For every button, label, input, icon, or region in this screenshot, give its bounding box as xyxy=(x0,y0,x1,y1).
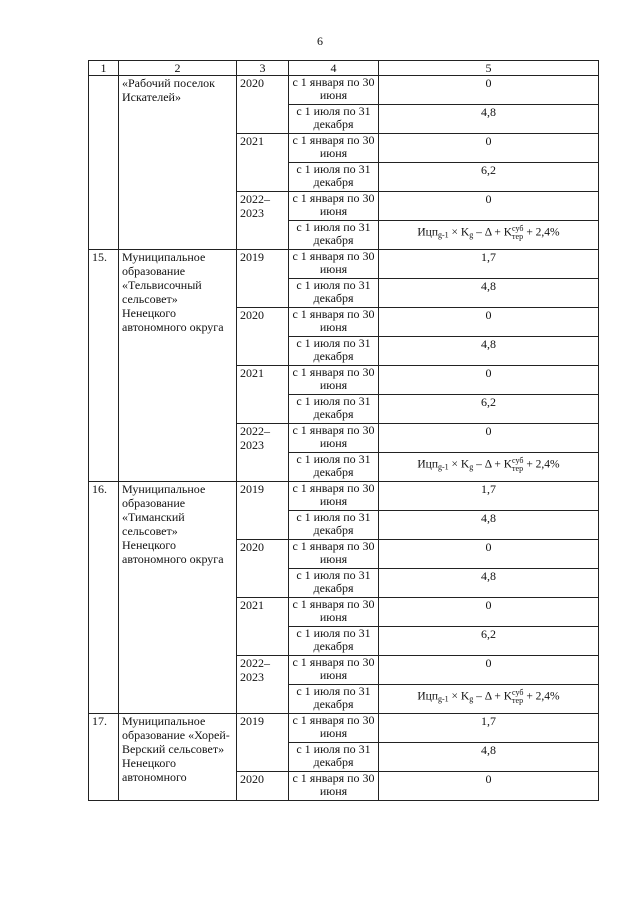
period-cell: с 1 января по 30 июня xyxy=(289,656,379,685)
formula-sup: суб xyxy=(512,224,524,233)
year-cell: 2019 xyxy=(237,482,289,540)
value-cell: 4,8 xyxy=(379,511,599,540)
header-cell: 5 xyxy=(379,61,599,76)
formula-sub: g-1 xyxy=(437,230,449,240)
formula-sup: суб xyxy=(512,456,524,465)
indexation-formula xyxy=(417,225,559,243)
value-cell: 4,8 xyxy=(379,105,599,134)
year-cell: 2022–2023 xyxy=(237,192,289,250)
header-row xyxy=(89,61,599,76)
year-cell: 2022–2023 xyxy=(237,424,289,482)
header-cell: 2 xyxy=(119,61,237,76)
value-cell: 0 xyxy=(379,772,599,801)
year-cell: 2021 xyxy=(237,366,289,424)
value-cell: 6,2 xyxy=(379,627,599,656)
period-cell: с 1 января по 30 июня xyxy=(289,134,379,163)
period-cell: с 1 января по 30 июня xyxy=(289,598,379,627)
value-cell: 0 xyxy=(379,308,599,337)
indexation-formula xyxy=(417,457,559,475)
value-cell: 1,7 xyxy=(379,714,599,743)
period-cell: с 1 января по 30 июня xyxy=(289,192,379,221)
period-cell: с 1 июля по 31 декабря xyxy=(289,453,379,482)
formula-mid: × K xyxy=(448,458,470,471)
year-cell: 2020 xyxy=(237,540,289,598)
value-cell: 0 xyxy=(379,366,599,395)
value-cell: 0 xyxy=(379,540,599,569)
table-row xyxy=(89,714,599,743)
period-cell: с 1 июля по 31 декабря xyxy=(289,685,379,714)
formula-sub: g xyxy=(469,230,474,240)
formula-sup: суб xyxy=(512,688,524,697)
value-cell: 0 xyxy=(379,76,599,105)
formula-cell xyxy=(379,453,599,482)
page-number: 6 xyxy=(317,34,323,48)
value-cell: 0 xyxy=(379,598,599,627)
value-cell: 6,2 xyxy=(379,163,599,192)
value-cell: 6,2 xyxy=(379,395,599,424)
formula-sub: тер xyxy=(512,696,524,705)
value-cell: 0 xyxy=(379,192,599,221)
formula-mid: × K xyxy=(448,226,470,239)
period-cell: с 1 июля по 31 декабря xyxy=(289,337,379,366)
period-cell: с 1 июля по 31 декабря xyxy=(289,163,379,192)
value-cell: 0 xyxy=(379,656,599,685)
value-cell: 4,8 xyxy=(379,337,599,366)
header-cell: 4 xyxy=(289,61,379,76)
formula-end: + 2,4% xyxy=(523,226,560,239)
municipality-name: Муниципальное образование «Тельвисочный сельсовет» Ненецкого автономного округа xyxy=(119,250,237,482)
year-cell: 2019 xyxy=(237,714,289,772)
formula-mid: – Δ + K xyxy=(473,226,513,239)
year-cell: 2019 xyxy=(237,250,289,308)
municipality-name: «Рабочий поселок Искателей» xyxy=(119,76,237,250)
period-cell: с 1 июля по 31 декабря xyxy=(289,569,379,598)
value-cell: 0 xyxy=(379,424,599,453)
formula-index-stack xyxy=(512,225,523,241)
period-cell: с 1 января по 30 июня xyxy=(289,250,379,279)
period-cell: с 1 июля по 31 декабря xyxy=(289,279,379,308)
year-cell: 2021 xyxy=(237,134,289,192)
municipality-name: Муниципальное образование «Тиманский сельсовет» Ненецкого автономного округа xyxy=(119,482,237,714)
formula-sub: g-1 xyxy=(437,694,449,704)
formula-index-stack xyxy=(512,689,523,705)
formula-end: + 2,4% xyxy=(523,690,560,703)
value-cell: 0 xyxy=(379,134,599,163)
year-cell: 2021 xyxy=(237,598,289,656)
formula-main: Ицп xyxy=(417,690,438,703)
period-cell: с 1 июля по 31 декабря xyxy=(289,395,379,424)
row-number: 17. xyxy=(89,714,119,801)
table-row xyxy=(89,482,599,511)
formula-end: + 2,4% xyxy=(523,458,560,471)
period-cell: с 1 января по 30 июня xyxy=(289,76,379,105)
period-cell: с 1 января по 30 июня xyxy=(289,308,379,337)
formula-cell xyxy=(379,221,599,250)
indexation-formula xyxy=(417,689,559,707)
formula-sub: g-1 xyxy=(437,462,449,472)
table-row xyxy=(89,250,599,279)
row-number xyxy=(89,76,119,250)
formula-cell xyxy=(379,685,599,714)
period-cell: с 1 июля по 31 декабря xyxy=(289,511,379,540)
formula-index-stack xyxy=(512,457,523,473)
municipality-name: Муниципальное образование «Хорей-Верский сельсовет» Ненецкого автономного xyxy=(119,714,237,801)
header-cell: 3 xyxy=(237,61,289,76)
value-cell: 4,8 xyxy=(379,279,599,308)
formula-main: Ицп xyxy=(417,458,438,471)
value-cell: 4,8 xyxy=(379,569,599,598)
table-row xyxy=(89,76,599,105)
formula-sub: тер xyxy=(512,464,524,473)
period-cell: с 1 января по 30 июня xyxy=(289,772,379,801)
year-cell: 2020 xyxy=(237,76,289,134)
header-cell: 1 xyxy=(89,61,119,76)
period-cell: с 1 января по 30 июня xyxy=(289,482,379,511)
row-number: 15. xyxy=(89,250,119,482)
formula-mid: – Δ + K xyxy=(473,690,513,703)
value-cell: 1,7 xyxy=(379,250,599,279)
year-cell: 2020 xyxy=(237,308,289,366)
period-cell: с 1 июля по 31 декабря xyxy=(289,743,379,772)
period-cell: с 1 июля по 31 декабря xyxy=(289,627,379,656)
year-cell: 2022–2023 xyxy=(237,656,289,714)
period-cell: с 1 января по 30 июня xyxy=(289,424,379,453)
formula-sub: тер xyxy=(512,232,524,241)
formula-mid: – Δ + K xyxy=(473,458,513,471)
row-number: 16. xyxy=(89,482,119,714)
formula-sub: g xyxy=(469,694,474,704)
period-cell: с 1 января по 30 июня xyxy=(289,714,379,743)
formula-mid: × K xyxy=(448,690,470,703)
formula-main: Ицп xyxy=(417,226,438,239)
formula-sub: g xyxy=(469,462,474,472)
period-cell: с 1 января по 30 июня xyxy=(289,540,379,569)
period-cell: с 1 июля по 31 декабря xyxy=(289,221,379,250)
value-cell: 1,7 xyxy=(379,482,599,511)
period-cell: с 1 января по 30 июня xyxy=(289,366,379,395)
year-cell: 2020 xyxy=(237,772,289,801)
value-cell: 4,8 xyxy=(379,743,599,772)
tariff-table xyxy=(88,60,599,801)
period-cell: с 1 июля по 31 декабря xyxy=(289,105,379,134)
